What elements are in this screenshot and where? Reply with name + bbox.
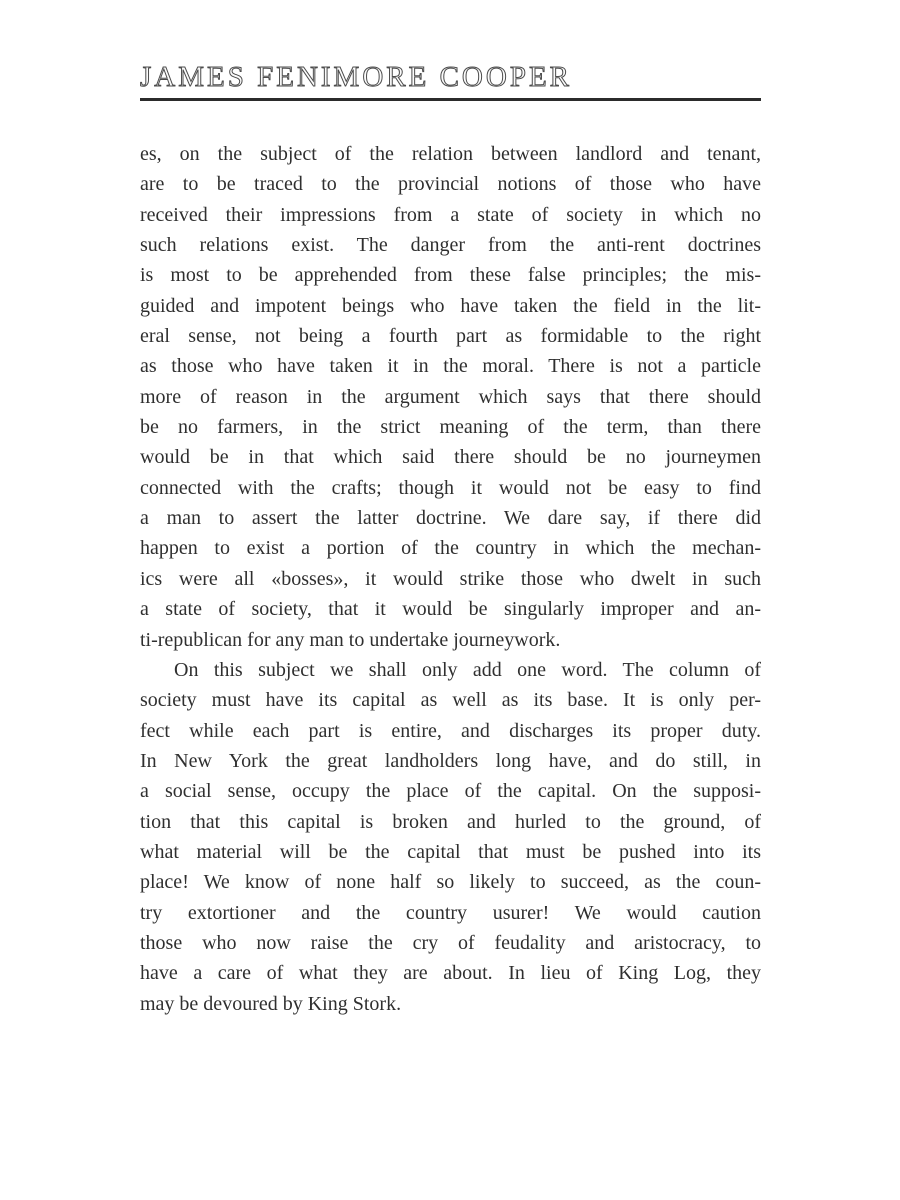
text-line: happen to exist a portion of the country in which the mechan-: [140, 537, 761, 560]
text-line: society must have its capital as well as its base. It is only per-: [140, 689, 761, 712]
text-line: what material will be the capital that must be pushed into its: [140, 840, 761, 863]
text-line: a state of society, that it would be singularly improper and an-: [140, 598, 761, 621]
text-line: place! We know of none half so likely to succeed, as the coun-: [140, 871, 761, 894]
text-line: ti-republican for any man to undertake journeywork.: [140, 628, 561, 651]
page-header: [140, 60, 761, 101]
text-line: guided and impotent beings who have taken the field in the lit-: [140, 294, 761, 317]
text-line: have a care of what they are about. In lieu of King Log, they: [140, 962, 761, 985]
text-line: are to be traced to the provincial notions of those who have: [140, 173, 761, 196]
header-rule: [140, 98, 761, 101]
text-line: received their impressions from a state of society in which no: [140, 203, 761, 226]
text-line: those who now raise the cry of feudality and aristocracy, to: [140, 931, 761, 954]
text-line: may be devoured by King Stork.: [140, 992, 402, 1015]
text-line: es, on the subject of the relation between landlord and tenant,: [140, 143, 761, 165]
text-line: In New York the great landholders long have, and do still, in: [140, 749, 761, 772]
text-line: more of reason in the argument which says that there should: [140, 385, 761, 408]
running-head-author: JAMES FENIMORE COOPER: [140, 61, 572, 93]
text-line: ics were all «bosses», it would strike those who dwelt in such: [140, 567, 761, 590]
page-body-text: [140, 139, 761, 1019]
text-line: fect while each part is entire, and discharges its proper duty.: [140, 719, 761, 742]
text-line: a man to assert the latter doctrine. We dare say, if there did: [140, 507, 761, 530]
text-line: be no farmers, in the strict meaning of the term, than there: [140, 416, 761, 439]
text-line: eral sense, not being a fourth part as formidable to the right: [140, 325, 761, 348]
text-line: as those who have taken it in the moral. There is not a particle: [140, 355, 761, 378]
text-line: would be in that which said there should be no journeymen: [140, 446, 761, 469]
text-line: is most to be apprehended from these false principles; the mis-: [140, 264, 761, 287]
text-line: try extortioner and the country usurer! We would caution: [140, 901, 761, 924]
text-line: tion that this capital is broken and hurled to the ground, of: [140, 810, 761, 833]
text-line: such relations exist. The danger from the anti-rent doctrines: [140, 234, 761, 257]
text-line: connected with the crafts; though it would not be easy to find: [140, 476, 761, 499]
text-line: On this subject we shall only add one word. The column of: [174, 658, 761, 681]
text-line: a social sense, occupy the place of the capital. On the supposi-: [140, 780, 761, 803]
